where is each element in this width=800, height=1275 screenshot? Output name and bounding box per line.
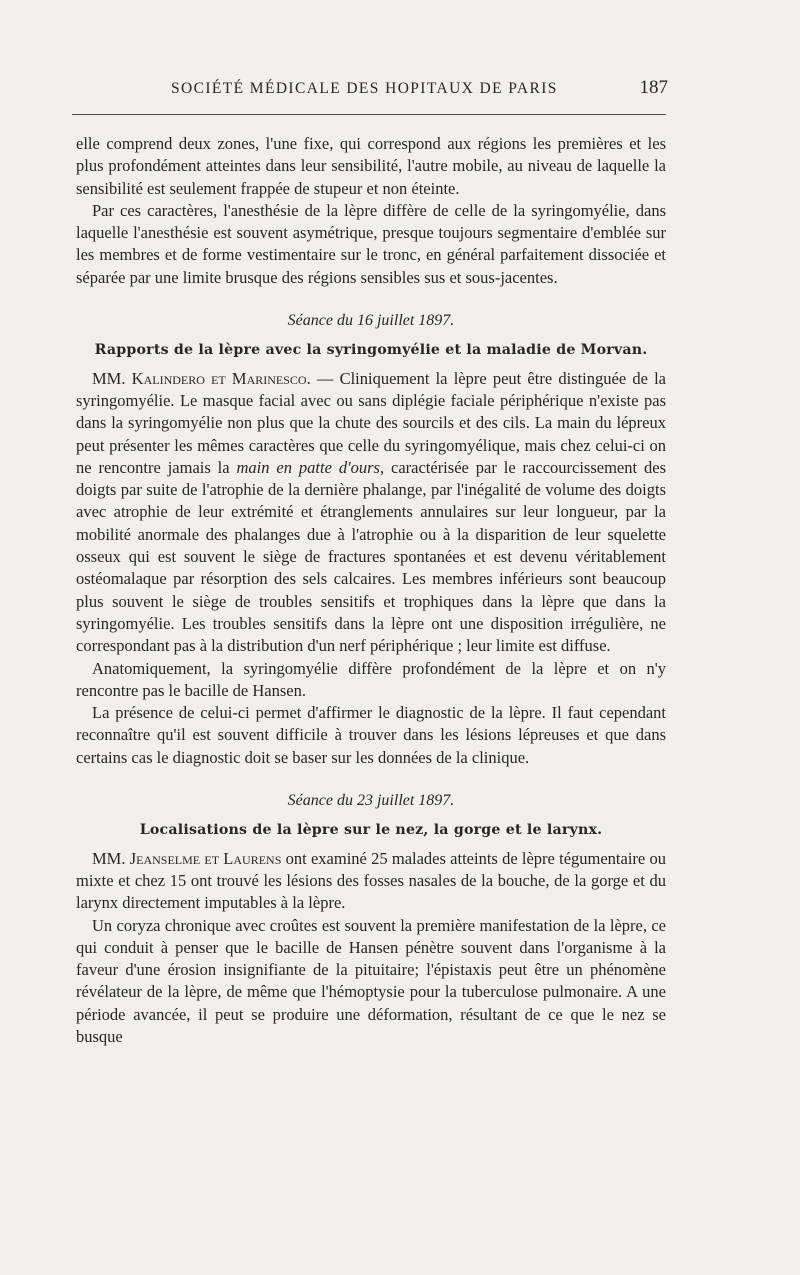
paragraph-2: Par ces caractères, l'anesthésie de la lèpre diffère de celle de la syringomyélie, dans laquelle l'anesthésie est souvent asymétrique, presque toujours segmentaire d'emblée sur les membres et de forme vestimentaire sur le tronc, en général parfaitement dissociée et séparée par une limite brusque des régions sensibles sus et sous-jacentes. — [76, 200, 666, 287]
paragraph-1: elle comprend deux zones, l'une fixe, qui correspond aux régions les premières et les plus profondément atteintes dans leur sensibilité, l'autre mobile, au niveau de laquelle la sensibilité est seulement frappée de stupeur et non éteinte. — [76, 134, 666, 198]
paragraph-5: La présence de celui-ci permet d'affirmer le diagnostic de la lèpre. Il faut cependant reconnaître qu'il est souvent difficile à trouver dans les lésions lépreuses et que dans certains cas le diagnostic doit se baser sur les données de la clinique. — [76, 703, 666, 767]
paragraph-6-intro: MM. — [92, 848, 130, 868]
running-title: SOCIÉTÉ MÉDICALE DES HOPITAUX DE PARIS — [171, 80, 558, 97]
body-text — [76, 133, 666, 1048]
paragraph-4: Anatomiquement, la syringomyélie diffère profondément de la lèpre et on n'y rencontre pas le bacille de Hansen. — [76, 658, 666, 700]
paragraph-3-italic: main en patte d'ours — [236, 457, 380, 477]
section-title-2: Localisations de la lèpre sur le nez, la gorge et le larynx. — [139, 822, 603, 839]
paragraph-6-authors: Jeanselme et Laurens — [129, 848, 282, 868]
paragraph-3 — [76, 368, 666, 658]
seance-date-1: Séance du 16 juillet 1897. — [287, 312, 455, 330]
header-rule — [72, 114, 666, 115]
paragraph-6-text: ont examiné 25 malades atteints de lèpre tégumentaire ou mixte et chez 15 ont trouvé les lésions des fosses nasales de la bouche, de la gorge et du larynx directement imputables à la lèpre. — [76, 848, 666, 913]
paragraph-3-authors: Kalindero et Marinesco. — [131, 368, 311, 388]
paragraph-3-text-a: — Cliniquement la lèpre peut être distinguée de la syringomyélie. Le masque facial avec ou sans diplégie faciale périphérique n'existe pas dans la syringomyélie non plus que la chute des sourcils et des cils. La main du lépreux peut présenter les mêmes caractères que celle du syringomyélique, mais chez celui-ci on ne rencontre jamais la — [76, 368, 667, 477]
paragraph-6 — [76, 848, 666, 915]
running-header — [76, 79, 668, 103]
paragraph-3-intro: MM. — [92, 368, 132, 388]
section-title-1: Rapports de la lèpre avec la syringomyélie et la maladie de Morvan. — [94, 342, 648, 359]
paragraph-3-text-b: , caractérisée par le raccourcissement des doigts par suite de l'atrophie de la dernière phalange, par l'inégalité de volume des doigts avec atrophie de leur extrémité et étranglements annulaires sur leur longueur, par la mobilité anormale des phalanges due à l'atrophie ou à la disparition de leur squelette osseux qui est souvent le siège de fractures spontanées et est devenu véritablement ostéomalaque par résorption des sels calcaires. Les membres inférieurs sont beaucoup plus souvent le siège de troubles sensitifs et trophiques dans la lèpre que dans la syringomyélie. Les troubles sensitifs dans la lèpre ont une disposition irrégulière, ne correspondant pas à la distribution d'un nerf périphérique ; leur limite est diffuse. — [76, 457, 666, 656]
seance-date-2: Séance du 23 juillet 1897. — [287, 792, 455, 810]
paragraph-7: Un coryza chronique avec croûtes est souvent la première manifestation de la lèpre, ce qui conduit à penser que le bacille de Hansen pénètre souvent dans l'organisme à la faveur d'une érosion insignifiante de la pituitaire; l'épistaxis peut être un phénomène révélateur de la lèpre, de même que l'hémoptysie pour la tuberculose pulmonaire. A une période avancée, il peut se produire une déformation, résultant de ce que le nez se busque — [76, 915, 666, 1046]
page-number: 187 — [639, 77, 668, 98]
